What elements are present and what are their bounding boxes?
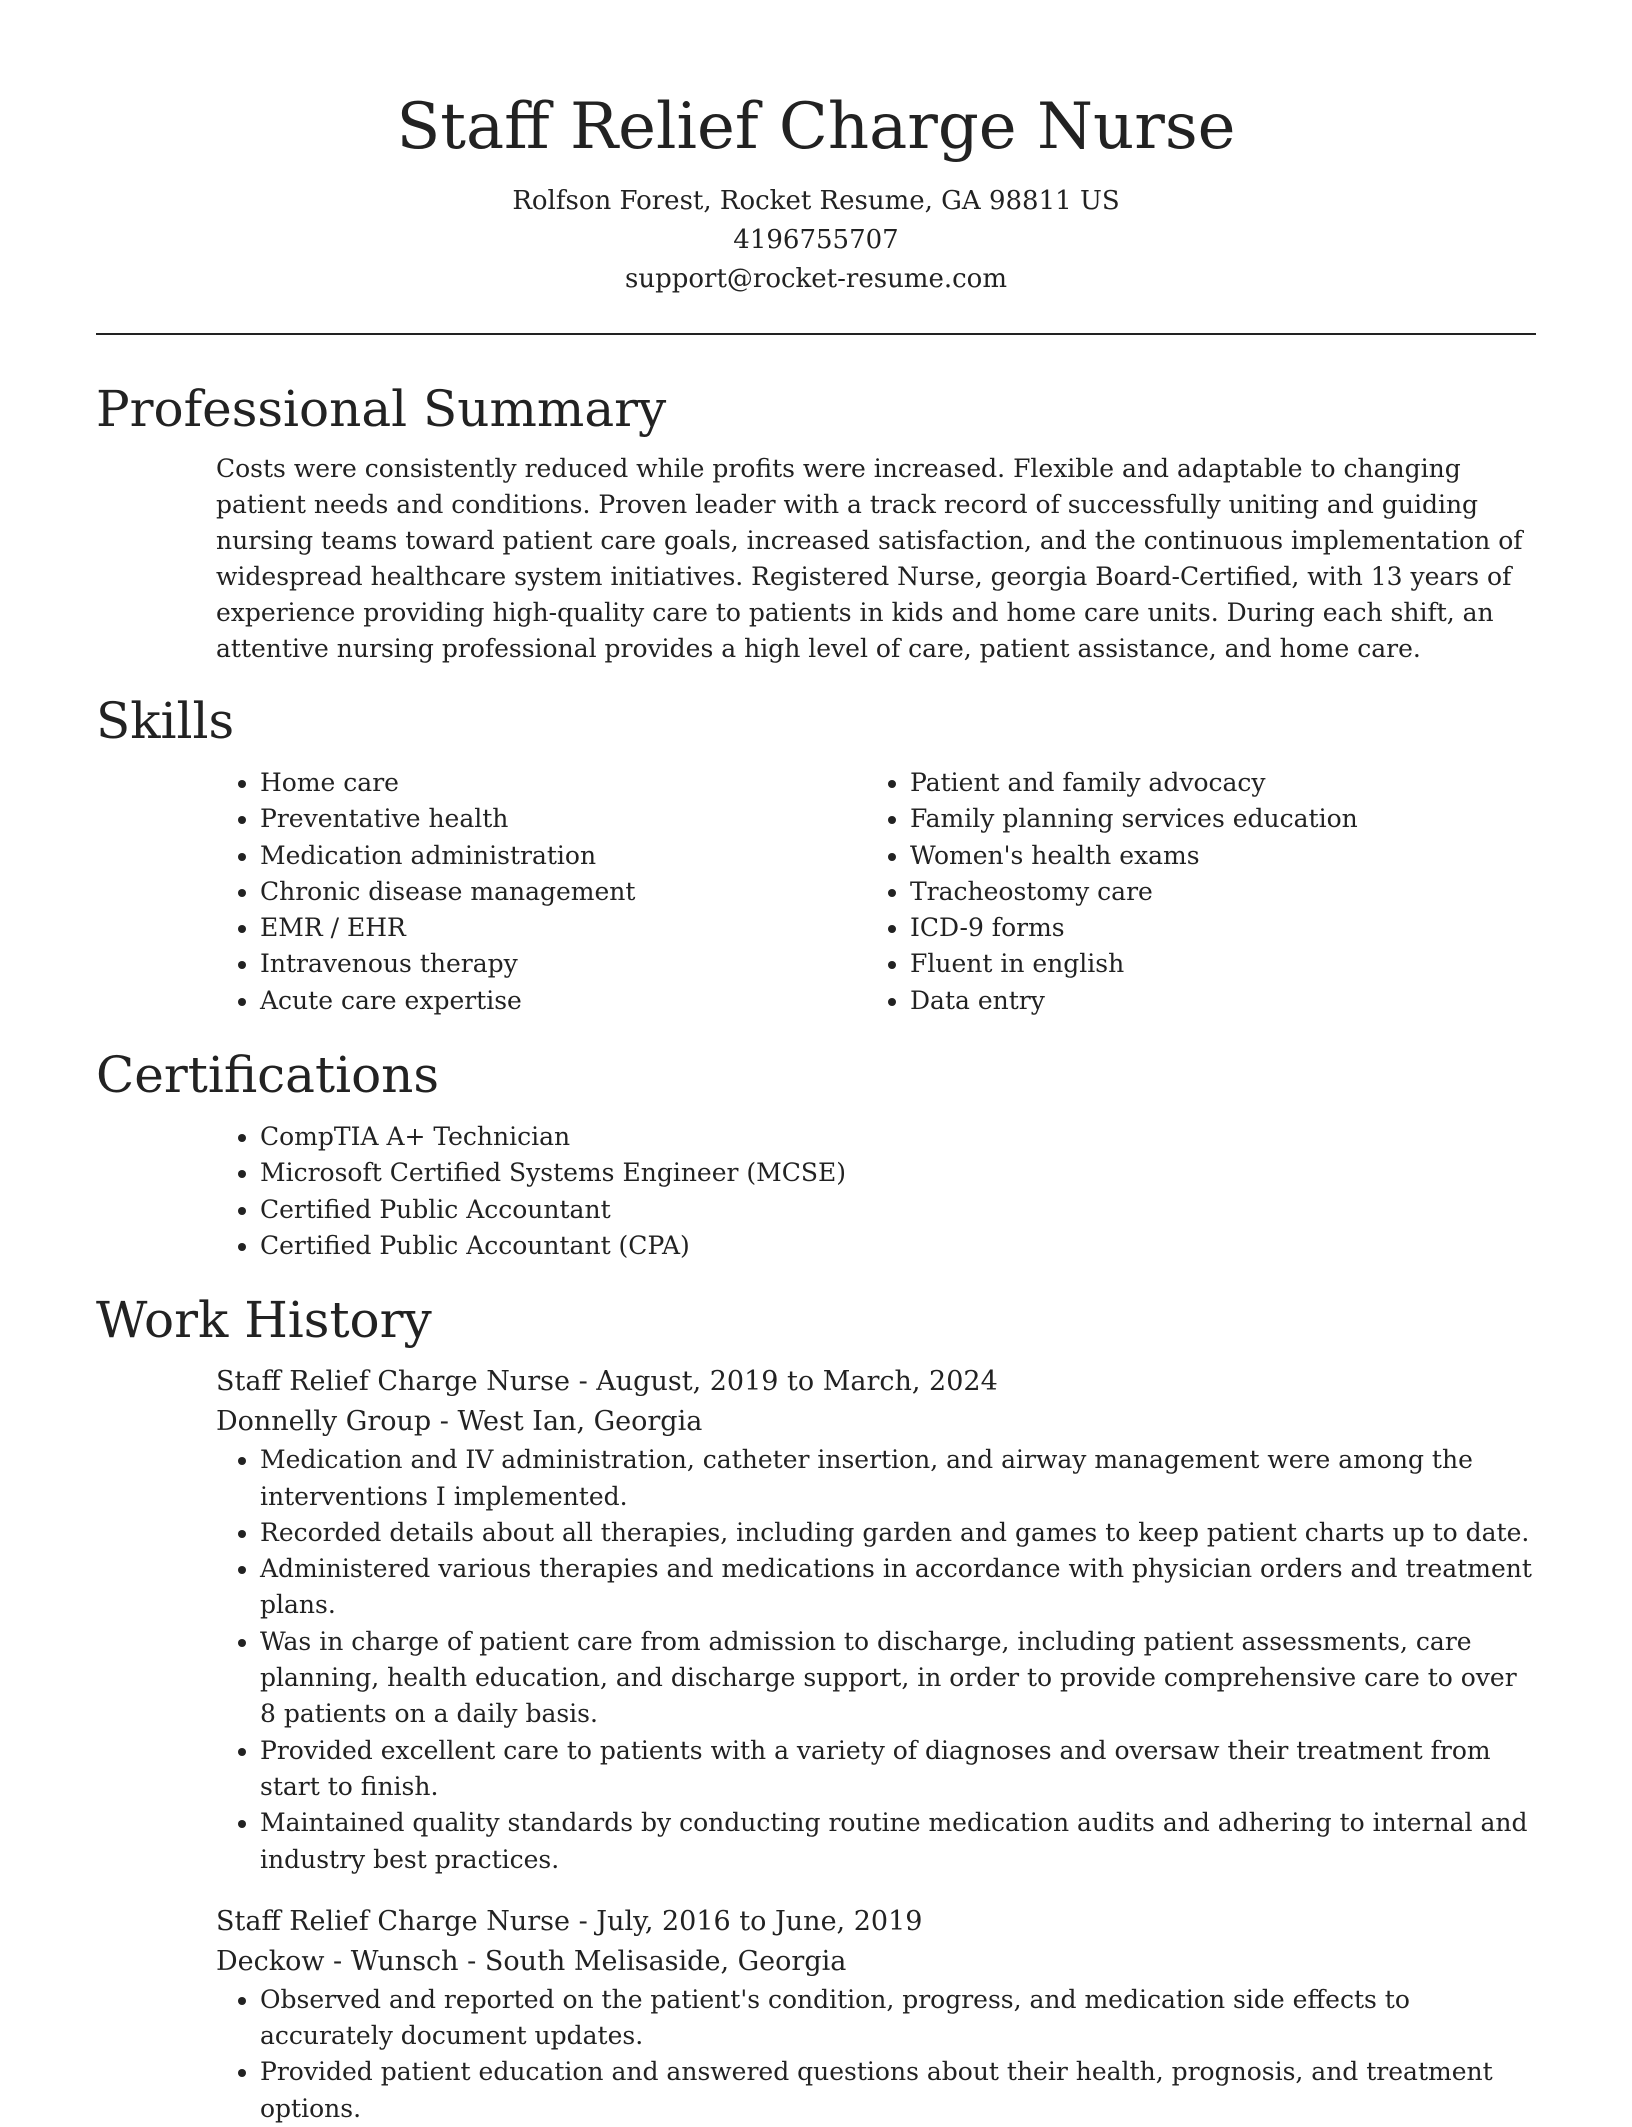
- job-duty-item: • Recorded details about all therapies, including garden and games to keep patient charts up to date.: [260, 1515, 1536, 1551]
- job-company-line: Deckow - Wunsch - South Melisaside, Georgia: [216, 1945, 847, 1977]
- job-company: Donnelly Group: [216, 1406, 432, 1438]
- skills-column-left: [216, 765, 866, 1019]
- contact-phone: 4196755707: [733, 225, 899, 255]
- job-company-line: Donnelly Group - West Ian, Georgia: [216, 1406, 703, 1438]
- job-duty-item: • Observed and reported on the patient's condition, progress, and medication side effects to accurately document updates.: [260, 1982, 1536, 2055]
- job-duty-item: • Medication and IV administration, catheter insertion, and airway management were among the interventions I implemented.: [260, 1442, 1536, 1515]
- certification-item: • Certified Public Accountant (CPA): [260, 1228, 1536, 1264]
- job-duty-item: • Administered various therapies and medications in accordance with physician orders and treatment plans.: [260, 1551, 1536, 1624]
- job-position: Staff Relief Charge Nurse: [216, 1905, 570, 1937]
- skill-item: • Acute care expertise: [260, 983, 866, 1019]
- skills-column-right: [866, 765, 1516, 1019]
- certifications-heading: Certifications: [96, 1046, 440, 1105]
- job-duties-list: [216, 1982, 1536, 2127]
- skill-item: • Medication administration: [260, 838, 866, 874]
- skills-heading: Skills: [96, 692, 235, 750]
- skills-list-left: [216, 765, 866, 1019]
- skill-item: • Tracheostomy care: [910, 874, 1516, 910]
- skills-list-right: [866, 765, 1516, 1019]
- skill-item: • Data entry: [910, 983, 1516, 1019]
- job-duties-list: [216, 1442, 1536, 1878]
- certification-item: • CompTIA A+ Technician: [260, 1119, 1536, 1155]
- summary-text: Costs were consistently reduced while profits were increased. Flexible and adaptable to changing patient needs and conditions. Proven leader with a track record of successfully uniting and guiding nursing teams toward patient care goals, increased satisfaction, and the continuous implementation of widespread healthcare system initiatives. Registered Nurse, georgia Board-Certified, with 13 years of experience providing high-quality care to patients in kids and home care units. During each shift, an attentive nursing professional provides a high level of care, patient assistance, and home care.: [216, 454, 1523, 663]
- skill-item: • Intravenous therapy: [260, 946, 866, 982]
- job-entry: [216, 1902, 1536, 2127]
- certifications-block: [216, 1119, 1536, 1264]
- header-divider: [96, 333, 1536, 335]
- resume-header: [96, 0, 1536, 299]
- job-title-line: Staff Relief Charge Nurse - July, 2016 to June, 2019: [216, 1905, 923, 1937]
- job-dates: August, 2019 to March, 2024: [596, 1366, 998, 1398]
- certifications-list: [216, 1119, 1536, 1264]
- contact-block: [96, 182, 1536, 299]
- contact-email: support@rocket-resume.com: [624, 264, 1007, 294]
- skill-item: • Home care: [260, 765, 866, 801]
- job-duty-item: • Was in charge of patient care from admission to discharge, including patient assessments, care planning, health education, and discharge support, in order to provide comprehensive care to over 8 patients on a daily basis.: [260, 1624, 1536, 1733]
- work-history-heading: Work History: [96, 1291, 432, 1350]
- job-dates: July, 2016 to June, 2019: [596, 1905, 923, 1937]
- skill-item: • Women's health exams: [910, 838, 1516, 874]
- certification-item: • Microsoft Certified Systems Engineer (MCSE): [260, 1155, 1536, 1191]
- skill-item: • Chronic disease management: [260, 874, 866, 910]
- job-location: South Melisaside, Georgia: [484, 1945, 847, 1977]
- skill-item: • EMR / EHR: [260, 910, 866, 946]
- skill-item: • Patient and family advocacy: [910, 765, 1516, 801]
- job-duty-item: • Provided excellent care to patients with a variety of diagnoses and oversaw their treatment from start to finish.: [260, 1733, 1536, 1806]
- job-location: West Ian, Georgia: [457, 1406, 703, 1438]
- candidate-name: Staff Relief Charge Nurse: [396, 90, 1236, 164]
- job-position: Staff Relief Charge Nurse: [216, 1366, 570, 1398]
- certification-item: • Certified Public Accountant: [260, 1192, 1536, 1228]
- skill-item: • Preventative health: [260, 801, 866, 837]
- skill-item: • Fluent in english: [910, 946, 1516, 982]
- contact-address: Rolfson Forest, Rocket Resume, GA 98811 US: [512, 186, 1120, 216]
- job-duty-item: • Maintained quality standards by conducting routine medication audits and adhering to internal and industry best practices.: [260, 1805, 1536, 1878]
- job-title-line: Staff Relief Charge Nurse - August, 2019 to March, 2024: [216, 1366, 998, 1398]
- job-duty-item: • Provided patient education and answered questions about their health, prognosis, and treatment options.: [260, 2054, 1536, 2127]
- summary-heading: Professional Summary: [96, 380, 667, 438]
- skill-item: • Family planning services education: [910, 801, 1516, 837]
- job-company: Deckow - Wunsch: [216, 1945, 459, 1977]
- skill-item: • ICD-9 forms: [910, 910, 1516, 946]
- skills-grid: [216, 765, 1536, 1019]
- job-entry: [216, 1362, 1536, 1878]
